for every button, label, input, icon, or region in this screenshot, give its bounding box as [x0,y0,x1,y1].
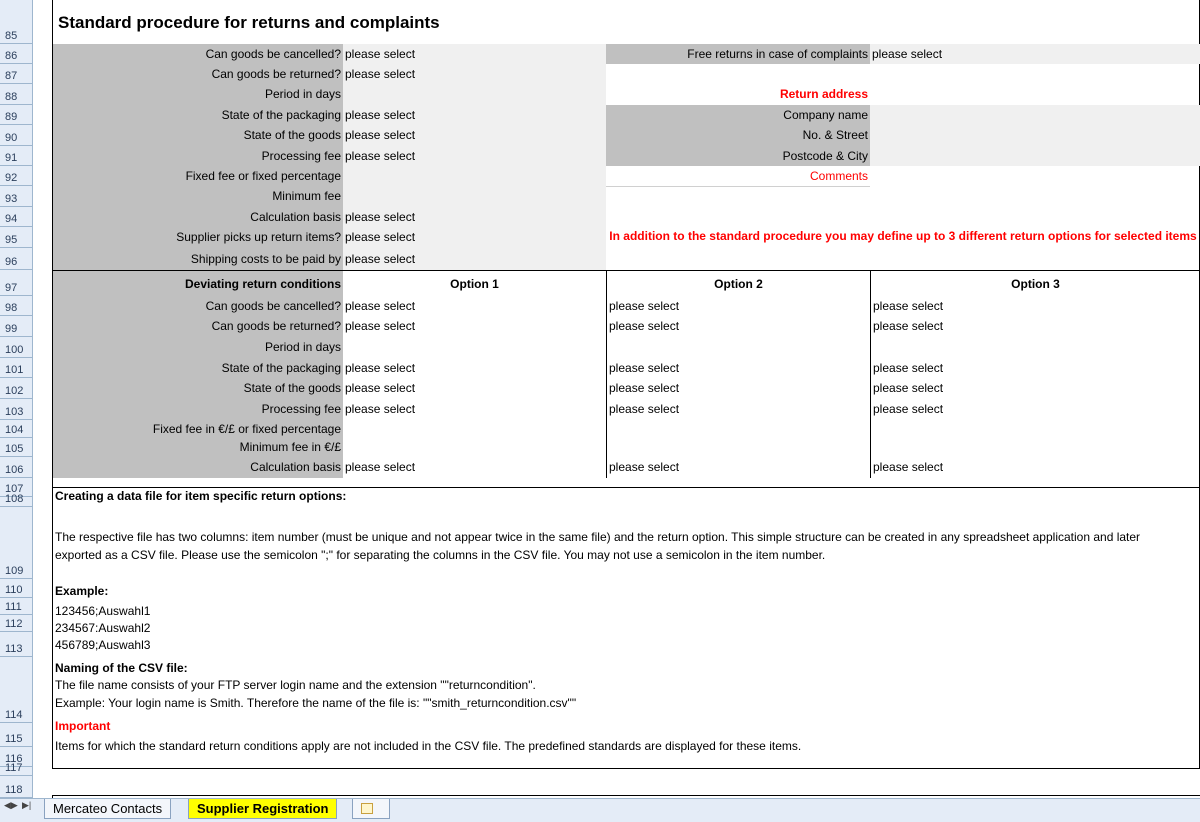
free-returns-label: Free returns in case of complaints [606,44,870,64]
row-header[interactable] [0,762,33,776]
tab-scroll-last-icon[interactable]: ▶| [22,800,32,810]
row-number: 106 [5,464,24,476]
example-line-3: 456789;Auswahl3 [55,638,151,652]
deviating-label: Calculation basis [53,457,343,478]
option-2-select[interactable] [606,438,870,457]
insert-sheet-tab[interactable] [352,799,390,819]
row-header[interactable] [0,146,33,166]
option-3-select[interactable] [870,337,1200,358]
option-2-select[interactable]: please select [606,457,870,478]
address-input[interactable] [870,125,1200,146]
comments-label: Comments [809,169,868,183]
row-number: 112 [5,618,23,630]
option-3-select[interactable]: please select [870,316,1200,337]
return-address-heading: Return address [779,87,868,101]
options-note: In addition to the standard procedure you may define up to 3 different return options for selected items [609,229,1197,243]
important-heading: Important [55,719,111,733]
row-number: 96 [5,256,18,268]
row-number: 101 [5,364,24,376]
naming-line-2: Example: Your login name is Smith. Therefore the name of the file is: ""smith_returncondition.csv"" [55,696,577,710]
info-heading: Creating a data file for item specific return options: [55,489,347,503]
row-header[interactable] [0,507,33,579]
row-number: 117 [5,762,23,774]
select-cell[interactable]: please select [343,64,606,84]
select-cell[interactable]: please select [343,105,606,125]
option-header-1: Option 1 [343,270,606,296]
deviating-label: Period in days [53,337,343,358]
tab-supplier-registration[interactable]: Supplier Registration [188,799,337,819]
row-header[interactable] [0,227,33,248]
row-header[interactable] [0,186,33,207]
row-header[interactable] [0,316,33,337]
select-cell[interactable]: please select [343,248,606,270]
row-header[interactable] [0,776,33,798]
row-number: 113 [5,643,23,655]
option-2-select[interactable]: please select [606,378,870,399]
row-number: 93 [5,193,18,205]
free-returns-select[interactable]: please select [870,44,1200,64]
option-2-select[interactable]: please select [606,316,870,337]
row-header[interactable] [0,358,33,378]
row-number: 98 [5,302,18,314]
option-1-select[interactable]: please select [345,402,416,416]
row-header[interactable] [0,125,33,146]
sheet-tab-bar [0,798,1200,822]
row-header[interactable] [0,84,33,105]
option-3-select[interactable]: please select [870,296,1200,316]
row-header[interactable] [0,657,33,723]
row-number: 100 [5,344,24,356]
option-1-select[interactable] [343,337,606,358]
row-header[interactable] [0,270,33,296]
option-2-select[interactable] [606,337,870,358]
row-number: 118 [5,784,23,796]
field-label: Can goods be returned? [53,64,343,84]
row-header[interactable] [0,296,33,316]
row-header[interactable] [0,632,33,657]
input-cell[interactable] [343,186,606,207]
naming-line-1: The file name consists of your FTP server login name and the extension ""returncondition". [55,678,536,692]
row-number: 114 [5,709,23,721]
select-cell[interactable]: please select [343,125,606,146]
row-header[interactable] [0,723,33,747]
row-number: 110 [5,584,23,596]
row-number: 115 [5,733,23,745]
row-number: 104 [5,424,24,436]
example-line-2: 234567:Auswahl2 [55,621,151,635]
address-input[interactable] [870,105,1200,125]
field-label: State of the goods [53,125,343,146]
address-label: Postcode & City [606,146,870,166]
row-header[interactable] [0,337,33,358]
field-label: Can goods be cancelled? [53,44,343,64]
input-cell[interactable] [343,166,606,186]
row-header[interactable] [0,457,33,478]
field-label: Shipping costs to be paid by [53,248,343,270]
row-header[interactable] [0,598,33,615]
address-input[interactable] [870,146,1200,166]
row-number: 97 [5,282,18,294]
deviating-label: Fixed fee in €/£ or fixed percentage [53,420,343,438]
row-number: 99 [5,323,18,335]
row-number: 102 [5,385,24,397]
option-2-select[interactable]: please select [606,358,870,378]
deviating-label: Minimum fee in €/£ [53,438,343,457]
option-3-select[interactable] [870,420,1200,438]
row-number: 85 [5,30,18,42]
option-1-select[interactable]: please select [345,460,416,474]
row-header[interactable] [0,420,33,438]
deviating-label: Can goods be returned? [53,316,343,337]
row-header[interactable] [0,207,33,227]
tab-mercateo-contacts[interactable]: Mercateo Contacts [44,799,171,819]
option-2-select[interactable]: please select [606,399,870,420]
option-1-select[interactable]: please select [345,299,416,313]
row-header[interactable] [0,0,33,44]
field-label: Processing fee [53,146,343,166]
option-3-select[interactable]: please select [870,378,1200,399]
option-1-select[interactable] [343,420,606,438]
row-number: 90 [5,132,18,144]
select-cell[interactable]: please select [343,227,606,248]
row-header[interactable] [0,166,33,186]
deviating-label: Can goods be cancelled? [53,296,343,316]
option-2-select[interactable]: please select [606,296,870,316]
option-header-2: Option 2 [606,270,870,296]
row-header[interactable] [0,44,33,64]
row-header[interactable] [0,64,33,84]
row-header[interactable] [0,378,33,399]
row-header[interactable] [0,248,33,270]
naming-heading: Naming of the CSV file: [55,661,188,675]
row-number: 111 [5,601,22,613]
field-label: Fixed fee or fixed percentage [53,166,343,186]
row-number: 108 [5,493,24,505]
row-number: 86 [5,50,18,62]
row-number: 94 [5,213,18,225]
row-number: 89 [5,111,18,123]
row-header[interactable] [0,493,33,507]
row-number: 103 [5,406,24,418]
select-cell[interactable]: please select [343,146,606,166]
address-label: No. & Street [606,125,870,146]
row-header[interactable] [0,399,33,420]
field-label: Minimum fee [53,186,343,207]
field-label: Supplier picks up return items? [53,227,343,248]
row-number: 87 [5,70,18,82]
deviating-label: Processing fee [53,399,343,420]
row-number: 105 [5,443,24,455]
row-number: 95 [5,234,18,246]
select-cell[interactable]: please select [343,207,606,227]
info-paragraph: The respective file has two columns: item number (must be unique and not appear twice in the same file) and the return option. This simple structure can be created in any spreadsheet application and later exported as a CSV file. Please use the semicolon ";" for separating the columns in the CSV file. You may not use a semicolon in the item number. [55,530,1141,562]
row-number: 88 [5,91,18,103]
address-label: Company name [606,105,870,125]
row-number: 91 [5,152,18,164]
row-header[interactable] [0,438,33,457]
option-1-select[interactable]: please select [345,361,416,375]
row-header[interactable] [0,105,33,125]
insert-sheet-icon [361,803,373,814]
option-header-3: Option 3 [870,270,1200,296]
row-number: 116 [5,753,23,765]
comments-input[interactable] [606,186,870,207]
option-3-select[interactable]: please select [870,457,1200,478]
option-2-select[interactable] [606,420,870,438]
option-1-select[interactable] [343,438,606,457]
page-title: Standard procedure for returns and complaints [58,13,440,32]
option-1-select[interactable]: please select [345,381,416,395]
option-3-select[interactable]: please select [870,399,1200,420]
field-label: Period in days [53,84,343,105]
tab-scroll-first-icon[interactable]: ◀▶ [4,800,18,810]
option-3-select[interactable]: please select [870,358,1200,378]
row-header[interactable] [0,579,33,598]
row-number: 92 [5,172,18,184]
row-header[interactable] [0,615,33,632]
example-heading: Example: [55,584,109,598]
option-3-select[interactable] [870,438,1200,457]
example-line-1: 123456;Auswahl1 [55,604,151,618]
input-cell[interactable] [343,84,606,105]
deviating-label: State of the goods [53,378,343,399]
field-label: Calculation basis [53,207,343,227]
row-number: 109 [5,565,24,577]
option-1-select[interactable]: please select [345,319,416,333]
deviating-label: State of the packaging [53,358,343,378]
important-text: Items for which the standard return conditions apply are not included in the CSV file. The predefined standards are displayed for these items. [55,739,802,753]
field-label: State of the packaging [53,105,343,125]
deviating-header: Deviating return conditions [53,270,343,296]
select-cell[interactable]: please select [343,44,606,64]
row-number: 107 [5,483,24,495]
